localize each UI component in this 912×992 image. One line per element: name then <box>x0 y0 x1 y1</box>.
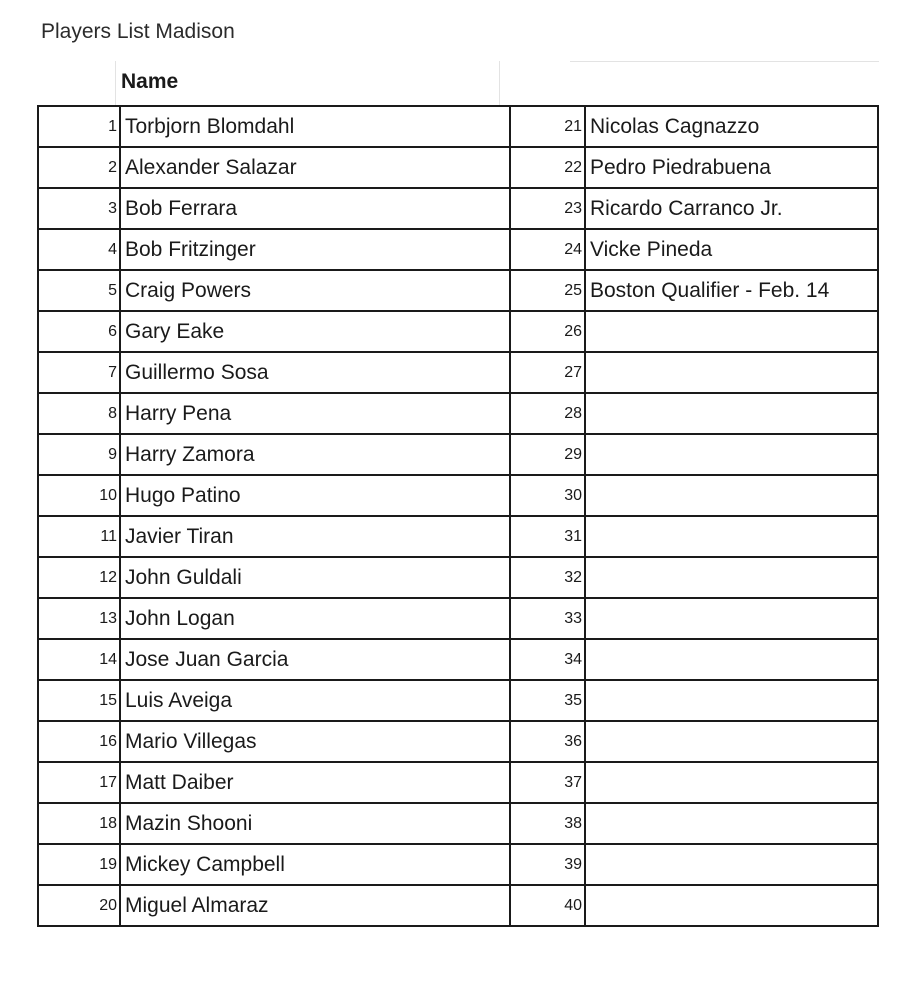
player-name[interactable]: Mickey Campbell <box>120 844 510 885</box>
row-number[interactable]: 19 <box>38 844 120 885</box>
player-name[interactable] <box>585 762 878 803</box>
row-number[interactable]: 40 <box>510 885 585 926</box>
table-row <box>38 516 878 557</box>
row-number[interactable]: 28 <box>510 393 585 434</box>
row-number[interactable]: 9 <box>38 434 120 475</box>
player-name[interactable] <box>585 475 878 516</box>
row-number[interactable]: 36 <box>510 721 585 762</box>
row-number[interactable]: 17 <box>38 762 120 803</box>
player-name[interactable] <box>585 885 878 926</box>
player-name[interactable]: Gary Eake <box>120 311 510 352</box>
player-name[interactable] <box>585 311 878 352</box>
row-number[interactable]: 25 <box>510 270 585 311</box>
header-divider <box>570 61 879 62</box>
row-number[interactable]: 26 <box>510 311 585 352</box>
player-name[interactable]: John Guldali <box>120 557 510 598</box>
table-row <box>38 721 878 762</box>
players-table <box>37 105 879 927</box>
row-number[interactable]: 24 <box>510 229 585 270</box>
player-name[interactable]: Vicke Pineda <box>585 229 878 270</box>
row-number[interactable]: 11 <box>38 516 120 557</box>
table-row <box>38 680 878 721</box>
table-row <box>38 229 878 270</box>
row-number[interactable]: 27 <box>510 352 585 393</box>
table-row <box>38 598 878 639</box>
table-row <box>38 393 878 434</box>
row-number[interactable]: 15 <box>38 680 120 721</box>
player-name[interactable]: Hugo Patino <box>120 475 510 516</box>
player-name[interactable] <box>585 844 878 885</box>
player-name[interactable]: Luis Aveiga <box>120 680 510 721</box>
player-name[interactable] <box>585 352 878 393</box>
player-name[interactable]: Jose Juan Garcia <box>120 639 510 680</box>
row-number[interactable]: 34 <box>510 639 585 680</box>
player-name[interactable]: Pedro Piedrabuena <box>585 147 878 188</box>
player-name[interactable]: Harry Pena <box>120 393 510 434</box>
row-number[interactable]: 39 <box>510 844 585 885</box>
table-row <box>38 639 878 680</box>
player-name[interactable] <box>585 516 878 557</box>
table-row <box>38 352 878 393</box>
row-number[interactable]: 13 <box>38 598 120 639</box>
row-number[interactable]: 2 <box>38 147 120 188</box>
player-name[interactable]: Nicolas Cagnazzo <box>585 106 878 147</box>
table-row <box>38 434 878 475</box>
player-name[interactable]: Torbjorn Blomdahl <box>120 106 510 147</box>
table-row <box>38 106 878 147</box>
player-name[interactable] <box>585 721 878 762</box>
table-row <box>38 311 878 352</box>
player-name[interactable] <box>585 598 878 639</box>
header-divider <box>115 61 116 105</box>
player-name[interactable]: John Logan <box>120 598 510 639</box>
table-row <box>38 885 878 926</box>
row-number[interactable]: 3 <box>38 188 120 229</box>
row-number[interactable]: 10 <box>38 475 120 516</box>
row-number[interactable]: 5 <box>38 270 120 311</box>
table-row <box>38 762 878 803</box>
row-number[interactable]: 29 <box>510 434 585 475</box>
table-header <box>37 61 879 105</box>
player-name[interactable]: Javier Tiran <box>120 516 510 557</box>
row-number[interactable]: 1 <box>38 106 120 147</box>
player-name[interactable] <box>585 803 878 844</box>
table-row <box>38 475 878 516</box>
player-name[interactable]: Bob Ferrara <box>120 188 510 229</box>
player-name[interactable]: Mario Villegas <box>120 721 510 762</box>
table-row <box>38 803 878 844</box>
player-name[interactable]: Boston Qualifier - Feb. 14 <box>585 270 878 311</box>
row-number[interactable]: 7 <box>38 352 120 393</box>
table-row <box>38 557 878 598</box>
row-number[interactable]: 23 <box>510 188 585 229</box>
row-number[interactable]: 20 <box>38 885 120 926</box>
row-number[interactable]: 31 <box>510 516 585 557</box>
player-name[interactable]: Ricardo Carranco Jr. <box>585 188 878 229</box>
table-row <box>38 844 878 885</box>
row-number[interactable]: 33 <box>510 598 585 639</box>
row-number[interactable]: 8 <box>38 393 120 434</box>
row-number[interactable]: 12 <box>38 557 120 598</box>
player-name[interactable]: Guillermo Sosa <box>120 352 510 393</box>
player-name[interactable]: Alexander Salazar <box>120 147 510 188</box>
row-number[interactable]: 14 <box>38 639 120 680</box>
player-name[interactable]: Matt Daiber <box>120 762 510 803</box>
player-name[interactable]: Harry Zamora <box>120 434 510 475</box>
player-name[interactable]: Miguel Almaraz <box>120 885 510 926</box>
header-divider <box>499 61 500 105</box>
row-number[interactable]: 32 <box>510 557 585 598</box>
player-name[interactable] <box>585 680 878 721</box>
table-row <box>38 188 878 229</box>
row-number[interactable]: 38 <box>510 803 585 844</box>
player-name[interactable]: Mazin Shooni <box>120 803 510 844</box>
row-number[interactable]: 18 <box>38 803 120 844</box>
player-name[interactable] <box>585 393 878 434</box>
player-name[interactable] <box>585 557 878 598</box>
page-title: Players List Madison <box>41 20 235 43</box>
row-number[interactable]: 30 <box>510 475 585 516</box>
row-number[interactable]: 6 <box>38 311 120 352</box>
row-number[interactable]: 16 <box>38 721 120 762</box>
table-row <box>38 270 878 311</box>
player-name[interactable]: Craig Powers <box>120 270 510 311</box>
player-name[interactable] <box>585 639 878 680</box>
row-number[interactable]: 22 <box>510 147 585 188</box>
player-name[interactable] <box>585 434 878 475</box>
row-number[interactable]: 4 <box>38 229 120 270</box>
table-row <box>38 147 878 188</box>
name-column-header: Name <box>121 70 179 93</box>
player-name[interactable]: Bob Fritzinger <box>120 229 510 270</box>
row-number[interactable]: 35 <box>510 680 585 721</box>
row-number[interactable]: 37 <box>510 762 585 803</box>
row-number[interactable]: 21 <box>510 106 585 147</box>
